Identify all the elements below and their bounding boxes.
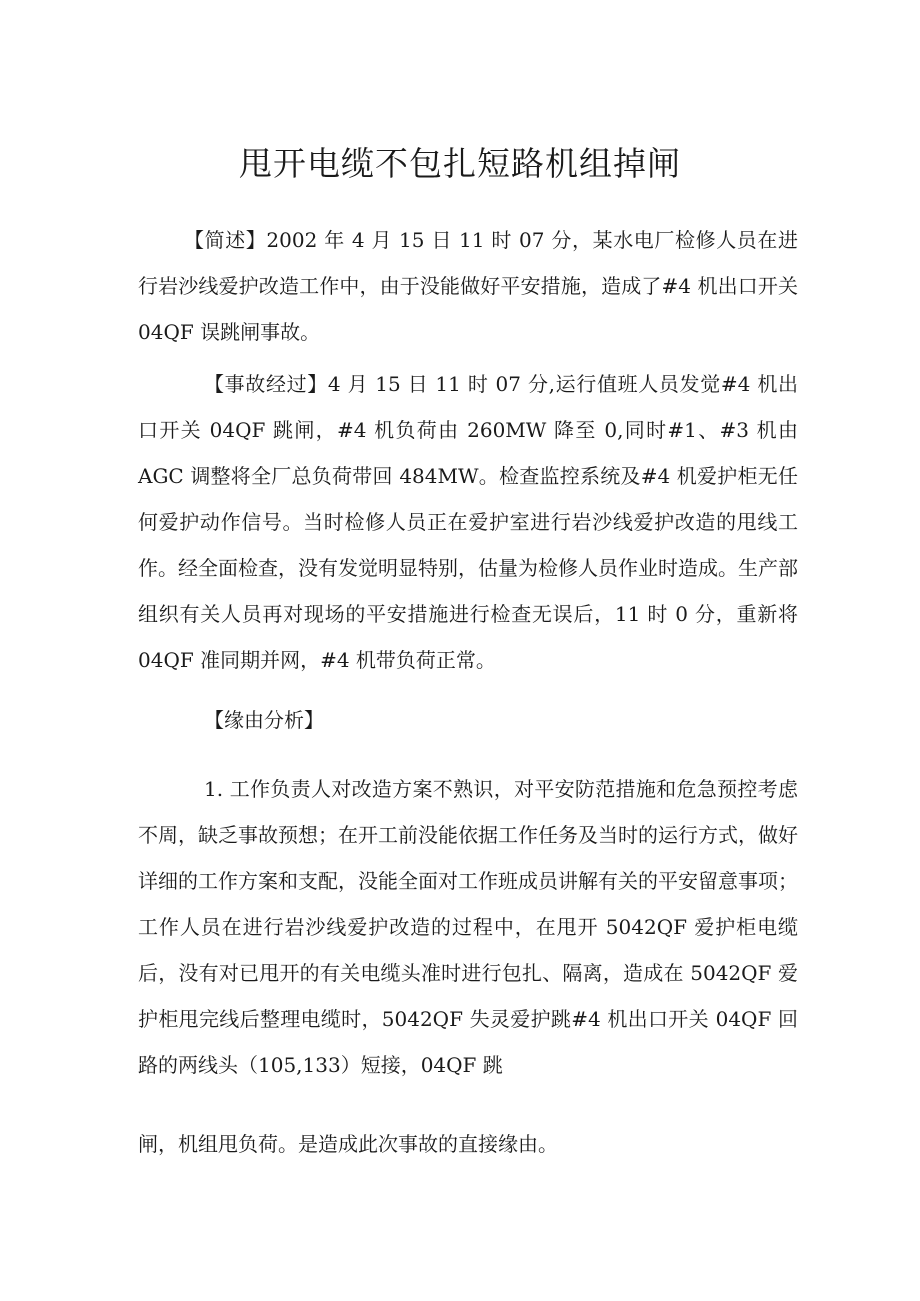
accident-process-paragraph: 【事故经过】4 月 15 日 11 时 07 分,运行值班人员发觉#4 机出口开关 04QF 跳闸，#4 机负荷由 260MW 降至 0,同时#1、#3 机由 AGC 调整将全厂总负荷带回 484MW。检查监控系统及#4 机爱护柜无任何爱护动作信号。当时检修人员正在爱护室进行岩沙线爱护改造的甩线工作。经全面检查，没有发觉明显特别，估量为检修人员作业时造成。生产部组织有关人员再对现场的平安措施进行检查无误后，11 时 0 分，重新将 04QF 准同期并网，#4 机带负荷正常。 (138, 372, 798, 672)
cause-analysis-item-1-continued: 闸，机组甩负荷。是造成此次事故的直接缘由。 (138, 1132, 558, 1156)
document-title: 甩开电缆不包扎短路机组掉闸 (239, 144, 681, 183)
summary-paragraph: 【简述】2002 年 4 月 15 日 11 时 07 分，某水电厂检修人员在进行岩沙线爱护改造工作中，由于没能做好平安措施，造成了#4 机出口开关 04QF 误跳闸事故。 (138, 228, 798, 344)
cause-analysis-item-1: 1. 工作负责人对改造方案不熟识，对平安防范措施和危急预控考虑不周，缺乏事故预想；在开工前没能依据工作任务及当时的运行方式，做好详细的工作方案和支配，没能全面对工作班成员讲解有关的平安留意事项；工作人员在进行岩沙线爱护改造的过程中，在甩开 5042QF 爱护柜电缆后，没有对已甩开的有关电缆头准时进行包扎、隔离，造成在 5042QF 爱护柜甩完线后整理电缆时，5042QF 失灵爱护跳#4 机出口开关 04QF 回路的两线头（105,133）短接，04QF 跳 (138, 777, 798, 1077)
cause-analysis-heading: 【缘由分析】 (204, 708, 324, 732)
